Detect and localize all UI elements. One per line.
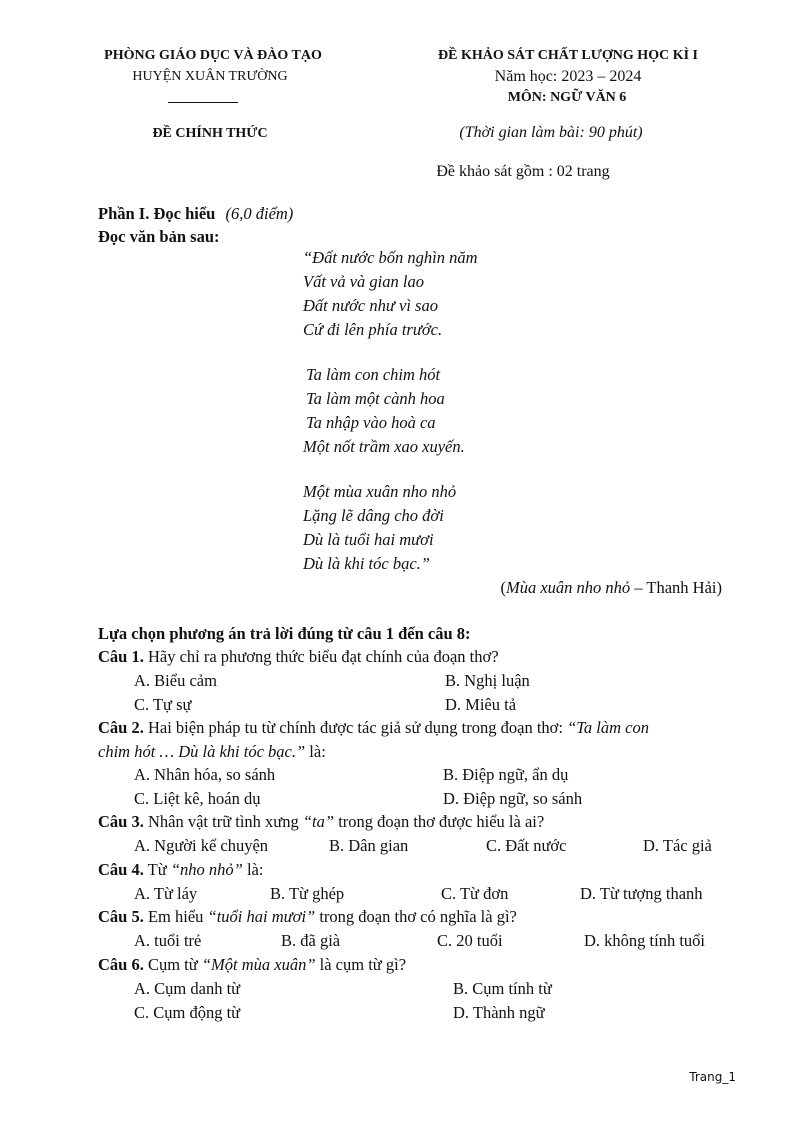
q3-option-a: A. Người kể chuyện xyxy=(134,836,269,855)
poem-line: Lặng lẽ dâng cho đời xyxy=(303,506,444,525)
q3-option-b: B. Dân gian xyxy=(329,836,409,855)
q6-option-a: A. Cụm danh từ xyxy=(134,979,241,998)
q4-option-d: D. Từ tượng thanh xyxy=(580,884,703,903)
q3-option-c: C. Đất nước xyxy=(486,836,567,855)
poem-line: Vất vả và gian lao xyxy=(303,272,424,291)
question-3: Câu 3. Nhân vật trữ tình xưng “ta” trong đoạn thơ được hiểu là ai? xyxy=(98,812,545,831)
question-label: Câu 1. xyxy=(98,647,144,666)
poem-line: Ta làm con chim hót xyxy=(306,365,441,384)
q5-option-a: A. tuổi trẻ xyxy=(134,931,202,950)
poem-source: (Mùa xuân nho nhỏ – Thanh Hải) xyxy=(500,578,722,597)
poem-source-author: – Thanh Hải) xyxy=(630,578,722,597)
question-label: Câu 3. xyxy=(98,812,144,831)
part1-heading-line xyxy=(98,204,293,224)
q1-option-c: C. Tự sự xyxy=(134,695,192,714)
question-5: Câu 5. Em hiểu “tuổi hai mươi” trong đoạn thơ có nghĩa là gì? xyxy=(98,907,517,926)
question-label: Câu 4. xyxy=(98,860,144,879)
poem-line: Dù là khi tóc bạc.” xyxy=(303,554,430,573)
mcq-instructions: Lựa chọn phương án trả lời đúng từ câu 1 đến câu 8: xyxy=(98,624,471,643)
school-year: Năm học: 2023 – 2024 xyxy=(494,68,642,85)
question-text: Hãy chỉ ra phương thức biểu đạt chính của đoạn thơ? xyxy=(143,647,499,666)
q1-option-d: D. Miêu tả xyxy=(445,695,517,714)
question-text: Hai biện pháp tu từ chính được tác giả sử dụng trong đoạn thơ: xyxy=(143,718,568,737)
poem-line: Ta nhập vào hoà ca xyxy=(306,413,436,432)
part1-heading: Phần I. Đọc hiểu xyxy=(98,204,216,223)
question-quote: “Một mùa xuân” xyxy=(201,955,316,974)
poem-line: “Đất nước bốn nghìn năm xyxy=(303,248,478,267)
question-tail: là: xyxy=(305,742,326,761)
part1-points: (6,0 điểm) xyxy=(225,204,294,223)
question-quote: “ta” xyxy=(302,812,335,831)
question-label: Câu 5. xyxy=(98,907,144,926)
exam-title: ĐỀ KHẢO SÁT CHẤT LƯỢNG HỌC KÌ I xyxy=(438,48,698,63)
poem-line: Ta làm một cành hoa xyxy=(306,389,445,408)
question-label: Câu 6. xyxy=(98,955,144,974)
q5-option-b: B. đã già xyxy=(281,931,341,950)
subject-label: MÔN: NGỮ VĂN 6 xyxy=(507,90,627,105)
page-count-note: Đề khảo sát gồm : 02 trang xyxy=(436,163,610,180)
header-underline xyxy=(168,102,238,103)
time-limit: (Thời gian làm bài: 90 phút) xyxy=(459,124,643,141)
read-instruction: Đọc văn bản sau: xyxy=(98,227,220,246)
district-name: HUYỆN XUÂN TRƯỜNG xyxy=(132,69,288,84)
question-quote: “nho nhỏ” xyxy=(170,860,243,879)
poem-stanza-2 xyxy=(303,363,465,459)
q2-option-b: B. Điệp ngữ, ẩn dụ xyxy=(443,765,569,784)
question-6: Câu 6. Cụm từ “Một mùa xuân” là cụm từ gì? xyxy=(98,955,407,974)
question-2 xyxy=(98,718,649,738)
q4-option-a: A. Từ láy xyxy=(134,884,198,903)
q2-option-a: A. Nhân hóa, so sánh xyxy=(134,765,276,784)
q4-option-c: C. Từ đơn xyxy=(441,884,509,903)
q6-option-b: B. Cụm tính từ xyxy=(453,979,552,998)
official-label: ĐỀ CHÍNH THỨC xyxy=(152,126,268,141)
question-4: Câu 4. Từ “nho nhỏ” là: xyxy=(98,860,264,879)
question-quote: chim hót … Dù là khi tóc bạc.” xyxy=(98,742,306,761)
q5-option-c: C. 20 tuổi xyxy=(437,931,503,950)
poem-stanza-1 xyxy=(303,246,478,342)
poem-line: Cứ đi lên phía trước. xyxy=(303,320,443,339)
question-1 xyxy=(98,647,499,667)
q6-option-d: D. Thành ngữ xyxy=(453,1003,545,1022)
poem-line: Dù là tuổi hai mươi xyxy=(303,530,434,549)
poem-line: Một mùa xuân nho nhỏ xyxy=(303,482,457,501)
q2-option-c: C. Liệt kê, hoán dụ xyxy=(134,789,261,808)
question-quote: “tuổi hai mươi” xyxy=(207,907,316,926)
q1-option-a: A. Biểu cảm xyxy=(134,671,217,690)
question-label: Câu 2. xyxy=(98,718,144,737)
question-quote: “Ta làm con xyxy=(567,718,650,737)
q4-option-b: B. Từ ghép xyxy=(270,884,345,903)
q1-option-b: B. Nghị luận xyxy=(445,671,530,690)
poem-stanza-3 xyxy=(303,480,456,576)
poem-line: Đất nước như vì sao xyxy=(303,296,438,315)
q5-option-d: D. không tính tuổi xyxy=(584,931,706,950)
poem-line: Một nốt trầm xao xuyến. xyxy=(303,437,465,456)
page-number: Trang_1 xyxy=(689,1070,736,1084)
q3-option-d: D. Tác giả xyxy=(643,836,712,855)
poem-source-title: Mùa xuân nho nhỏ xyxy=(505,578,631,597)
department-name: PHÒNG GIÁO DỤC VÀ ĐÀO TẠO xyxy=(104,48,322,63)
q6-option-c: C. Cụm động từ xyxy=(134,1003,241,1022)
question-2-cont xyxy=(98,742,326,762)
q2-option-d: D. Điệp ngữ, so sánh xyxy=(443,789,583,808)
